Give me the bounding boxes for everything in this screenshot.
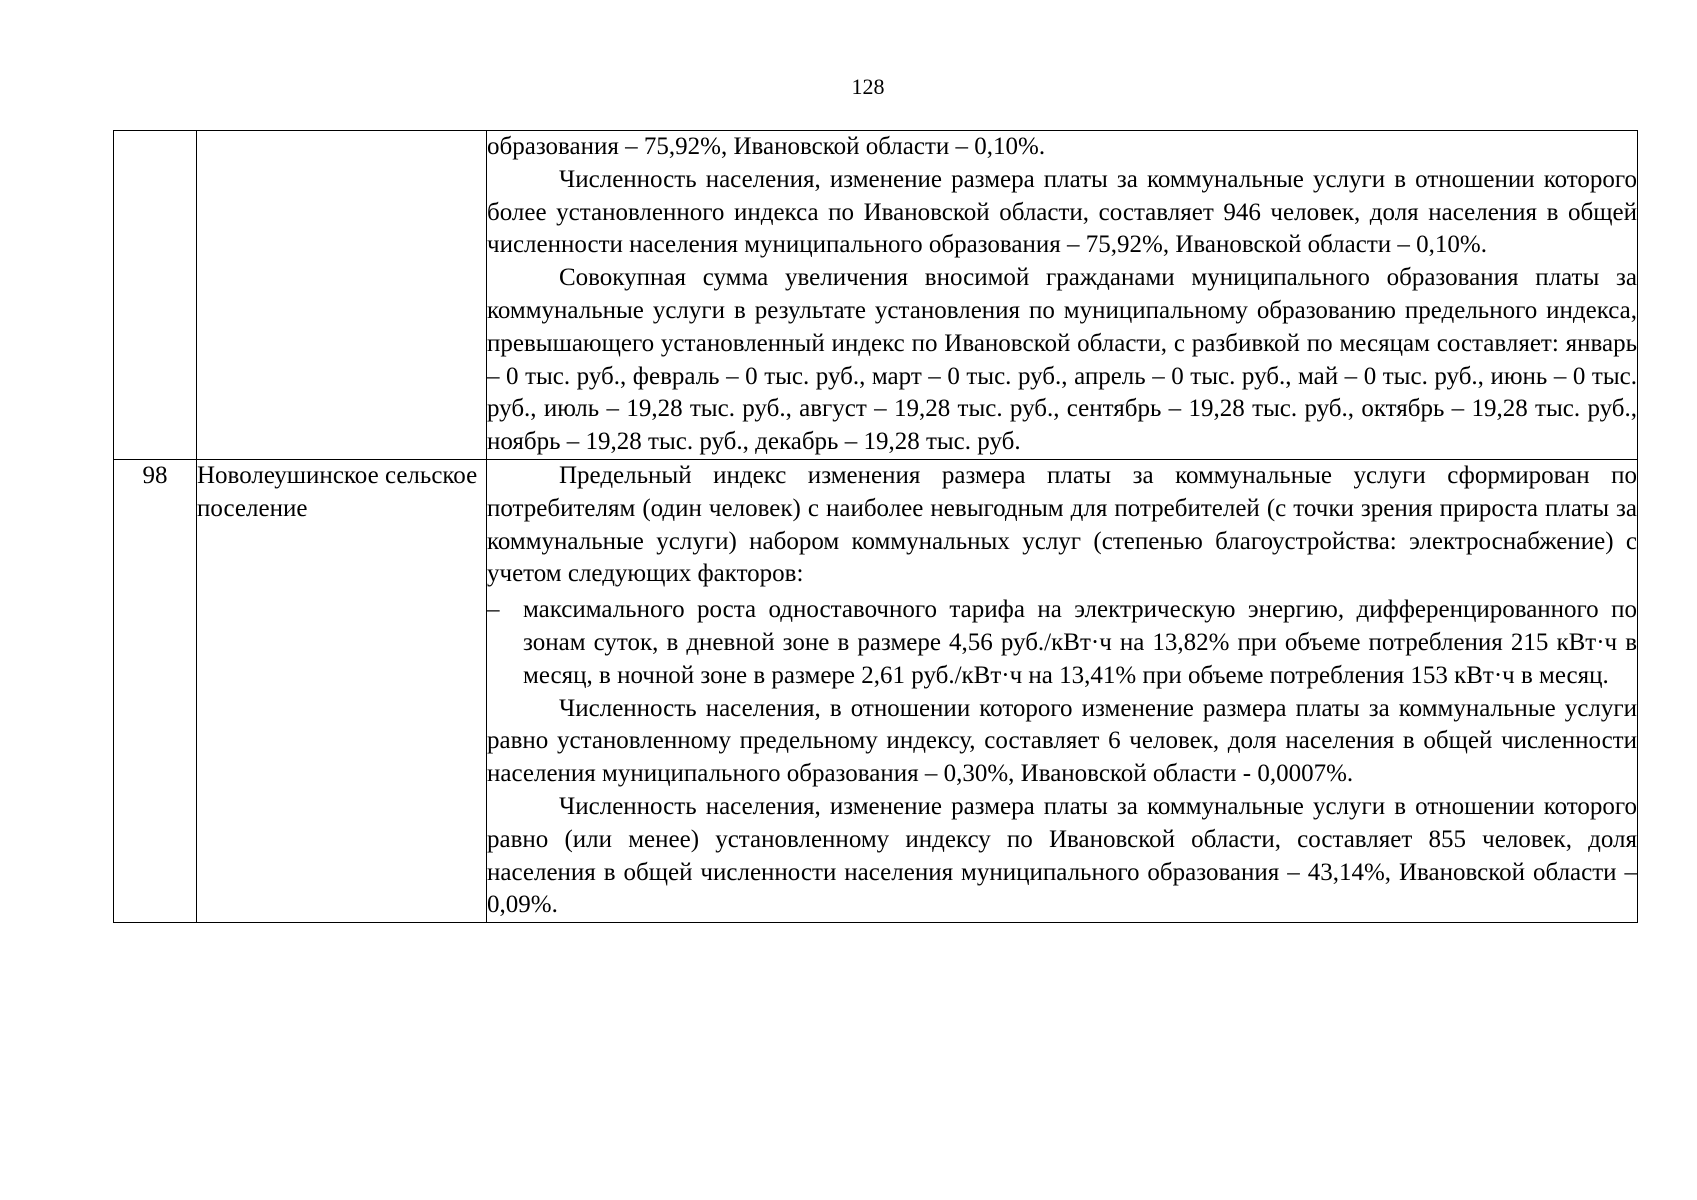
dash-marker: –	[487, 596, 500, 624]
list-item	[487, 594, 1637, 692]
row-number-cell	[114, 131, 197, 460]
population-equal-index-paragraph: Численность населения, в отношении которого изменение размера платы за коммунальные услуги равно установленному предельному индексу, составляет 6 человек, доля населения в общей численности населения муниципального образования – 0,30%, Ивановской области - 0,0007%.	[487, 694, 1637, 788]
municipality-name-cell: Новолеушинское сельское поселение	[197, 459, 487, 922]
table-row	[114, 459, 1638, 922]
factors-list	[487, 594, 1637, 692]
description-cell	[487, 459, 1638, 922]
population-above-index-paragraph: Численность населения, изменение размера платы за коммунальные услуги в отношении которого более установленного индекса по Ивановской области, составляет 946 человек, доля населения в общей численности населения муниципального образования – 75,92%, Ивановской области – 0,10%.	[487, 165, 1637, 259]
monthly-increase-paragraph: Совокупная сумма увеличения вносимой гражданами муниципального образования платы за коммунальные услуги в результате установления по муниципальному образованию предельного индекса, превышающего установленный индекс по Ивановской области, с разбивкой по месяцам составляет: январь – 0 тыс. руб., февраль – 0 тыс. руб., март – 0 тыс. руб., апрель – 0 тыс. руб., май – 0 тыс. руб., июнь – 0 тыс. руб., июль – 19,28 тыс. руб., август – 19,28 тыс. руб., сентябрь – 19,28 тыс. руб., октябрь – 19,28 тыс. руб., ноябрь – 19,28 тыс. руб., декабрь – 19,28 тыс. руб.	[487, 264, 1637, 456]
page-number: 128	[851, 74, 885, 99]
index-intro-paragraph: Предельный индекс изменения размера платы за коммунальные услуги сформирован по потребителям (один человек) с наиболее невыгодным для потребителей (с точки зрения прироста платы за коммунальные услуги) набором коммунальных услуг (степенью благоустройства: электроснабжение) с учетом следующих факторов:	[487, 461, 1637, 588]
table-row	[114, 131, 1638, 460]
municipality-table	[113, 130, 1638, 923]
row-number-cell: 98	[114, 459, 197, 922]
description-cell	[487, 131, 1638, 460]
continuation-paragraph: образования – 75,92%, Ивановской области – 0,10%.	[487, 133, 1046, 160]
municipality-name-cell	[197, 131, 487, 460]
population-below-index-paragraph: Численность населения, изменение размера платы за коммунальные услуги в отношении которого равно (или менее) установленному индексу по Ивановской области, составляет 855 человек, доля населения в общей численности населения муниципального образования – 43,14%, Ивановской области – 0,09%.	[487, 792, 1637, 919]
factor-text: максимального роста одноставочного тарифа на электрическую энергию, дифференцированного по зонам суток, в дневной зоне в размере 4,56 руб./кВт·ч на 13,82% при объеме потребления 215 кВт·ч в месяц, в ночной зоне в размере 2,61 руб./кВт·ч на 13,41% при объеме потребления 153 кВт·ч в месяц.	[523, 596, 1637, 689]
